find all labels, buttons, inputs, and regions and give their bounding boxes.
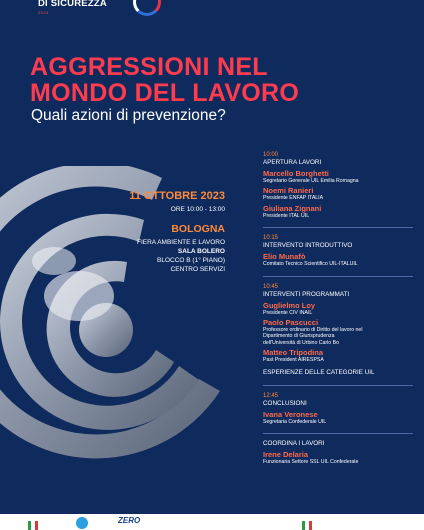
venue-line: SALA BOLERO: [177, 248, 225, 255]
program-extra: ESPERIENZE DELLE CATEGORIE UIL: [263, 368, 375, 376]
program-label: COORDINA I LAVORI: [263, 440, 325, 448]
speaker-name: Paolo Pascucci: [263, 318, 319, 328]
speaker-name: Irene Delaria: [263, 450, 309, 460]
partner-logo-icon: [76, 517, 88, 529]
speaker-role: dell'Università di Urbino Carlo Bo: [263, 339, 339, 346]
program-block: [263, 234, 421, 267]
title-line-1: AGGRESSIONI NEL: [30, 53, 268, 81]
venue-line: CENTRO SERVIZI: [170, 266, 225, 273]
speaker-name: Giuliana Zignani: [263, 203, 322, 213]
program-label: INTERVENTI PROGRAMMATI: [263, 290, 350, 298]
page-subtitle: Quali azioni di prevenzione?: [31, 107, 226, 124]
speaker-role: Comitato Tecnico Scientifico UIL-ITALUIL: [263, 261, 358, 268]
program-block: [263, 392, 421, 425]
event-time: ORE 10:00 - 13:00: [170, 206, 225, 213]
logo-subtext: 2023: [38, 10, 49, 15]
zero-logo: ZERO: [118, 516, 141, 525]
speaker-name: Matteo Tripodina: [263, 348, 323, 358]
divider: [263, 276, 413, 277]
event-info: [115, 190, 225, 274]
event-city: BOLOGNA: [171, 223, 225, 235]
program-time: 10:15: [263, 235, 279, 242]
venue-line: BLOCCO B (1° PIANO): [157, 257, 225, 264]
italy-flag-icon: [302, 518, 312, 528]
footer-logos: [0, 514, 424, 530]
speaker-role: Segretaria Confederale UIL: [263, 418, 327, 425]
event-logo: [38, 0, 128, 22]
program-list: [263, 151, 421, 473]
page-title: [30, 54, 410, 106]
program-label: CONCLUSIONI: [263, 399, 307, 407]
speaker-name: Ivana Veronese: [263, 409, 318, 419]
divider: [263, 227, 413, 228]
logo-text: DI SICUREZZA: [38, 0, 107, 9]
hands-silhouette: [44, 271, 114, 321]
program-block: [263, 440, 421, 465]
divider: [263, 433, 413, 434]
program-time: 12:45: [263, 392, 279, 399]
speaker-name: Marcello Borghetti: [263, 169, 329, 178]
program-time: 10:45: [263, 283, 279, 290]
divider: [263, 385, 413, 386]
speaker-name: Guglielmo Loy: [263, 300, 316, 310]
program-time: 10:00: [263, 152, 279, 158]
speaker-name: Noemi Ranieri: [263, 186, 314, 196]
speaker-role: Dipartimento di Giurisprudenza: [263, 333, 335, 340]
venue-line: FIERA AMBIENTE E LAVORO: [136, 239, 225, 246]
logo-ring-icon: [133, 0, 161, 16]
program-label: INTERVENTO INTRODUTTIVO: [263, 242, 353, 250]
speaker-name: Elio Munafò: [263, 252, 306, 262]
speaker-role: Presidente CIV INAIL: [263, 309, 313, 316]
event-date: 11 OTTOBRE 2023: [129, 190, 225, 202]
speaker-role: Presidente ENFAP ITALIA: [263, 195, 324, 202]
title-line-2: MONDO DEL LAVORO: [30, 79, 300, 107]
speaker-role: Funzionaria Settore SSL UIL Confederale: [263, 459, 359, 466]
program-label: APERTURA LAVORI: [263, 159, 322, 166]
hands-silhouette-2: [32, 247, 76, 275]
speaker-role: Past President AIRESPSA: [263, 357, 324, 364]
program-block: [263, 151, 421, 219]
italy-flag-icon: [28, 518, 38, 528]
program-block: [263, 283, 421, 377]
speaker-role: Professore ordinario di Diritto del lavoro nel: [263, 327, 363, 334]
speaker-role: Presidente ITAL UIL: [263, 212, 310, 219]
speaker-role: Segretario Generale UIL Emilia Romagna: [263, 178, 359, 184]
